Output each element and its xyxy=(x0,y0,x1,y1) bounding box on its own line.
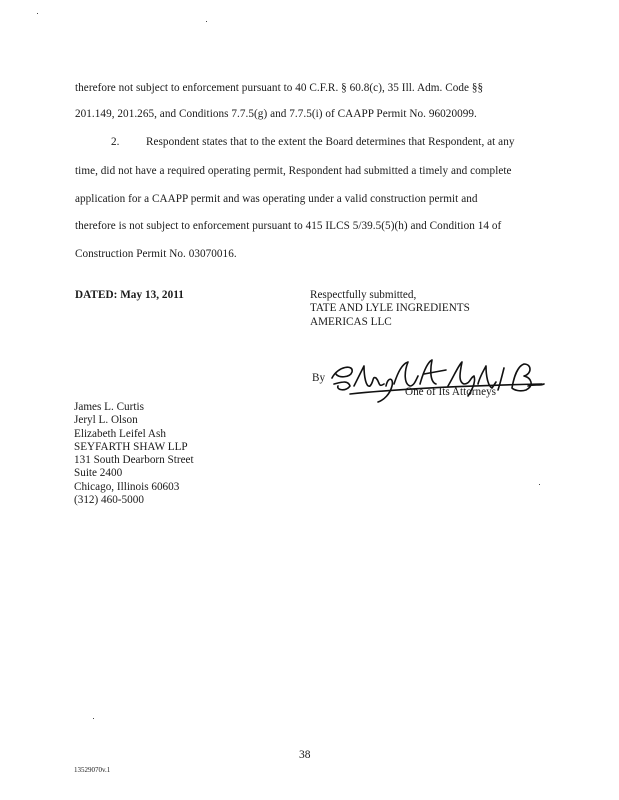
attorney-line: (312) 460-5000 xyxy=(74,494,144,507)
para2-line-2: time, did not have a required operating permit, Respondent had submitted a timely and complete xyxy=(75,165,512,177)
para-cont-line-2: 201.149, 201.265, and Conditions 7.7.5(g) and 7.7.5(i) of CAAPP Permit No. 96020099. xyxy=(75,108,477,120)
dated-line: DATED: May 13, 2011 xyxy=(75,289,184,301)
signature-block xyxy=(310,289,470,329)
company-line-2: AMERICAS LLC xyxy=(310,315,392,328)
attorney-line: SEYFARTH SHAW LLP xyxy=(74,440,188,453)
attorney-line: Jeryl L. Olson xyxy=(74,414,138,427)
by-label: By xyxy=(312,372,326,384)
para-cont-line-1: therefore not subject to enforcement pursuant to 40 C.F.R. § 60.8(c), 35 Ill. Adm. Code §§ xyxy=(75,82,484,94)
attorney-line: Elizabeth Leifel Ash xyxy=(74,427,166,440)
signer-caption: One of Its Attorneys xyxy=(405,386,497,398)
attorney-line: Suite 2400 xyxy=(74,467,123,480)
attorney-block xyxy=(74,401,194,507)
para2-line-3: application for a CAAPP permit and was operating under a valid construction permit and xyxy=(75,193,478,205)
company-line-1: TATE AND LYLE INGREDIENTS xyxy=(310,302,470,315)
para2-number: 2. xyxy=(111,136,120,148)
para2-line-5: Construction Permit No. 03070016. xyxy=(75,248,237,260)
page-number: 38 xyxy=(299,749,311,761)
scan-speck xyxy=(37,13,38,14)
closing: Respectfully submitted, xyxy=(310,289,417,301)
footer-code: 13529070v.1 xyxy=(74,766,111,774)
attorney-line: 131 South Dearborn Street xyxy=(74,454,194,467)
scan-speck xyxy=(539,484,540,485)
attorney-line: Chicago, Illinois 60603 xyxy=(74,480,180,493)
attorney-line: James L. Curtis xyxy=(74,401,144,413)
para2-line-4: therefore is not subject to enforcement pursuant to 415 ILCS 5/39.5(5)(h) and Condition 14 of xyxy=(75,220,502,232)
para2-line-1: Respondent states that to the extent the Board determines that Respondent, at any xyxy=(146,136,515,148)
scan-speck xyxy=(206,21,207,22)
scan-speck xyxy=(93,718,94,719)
